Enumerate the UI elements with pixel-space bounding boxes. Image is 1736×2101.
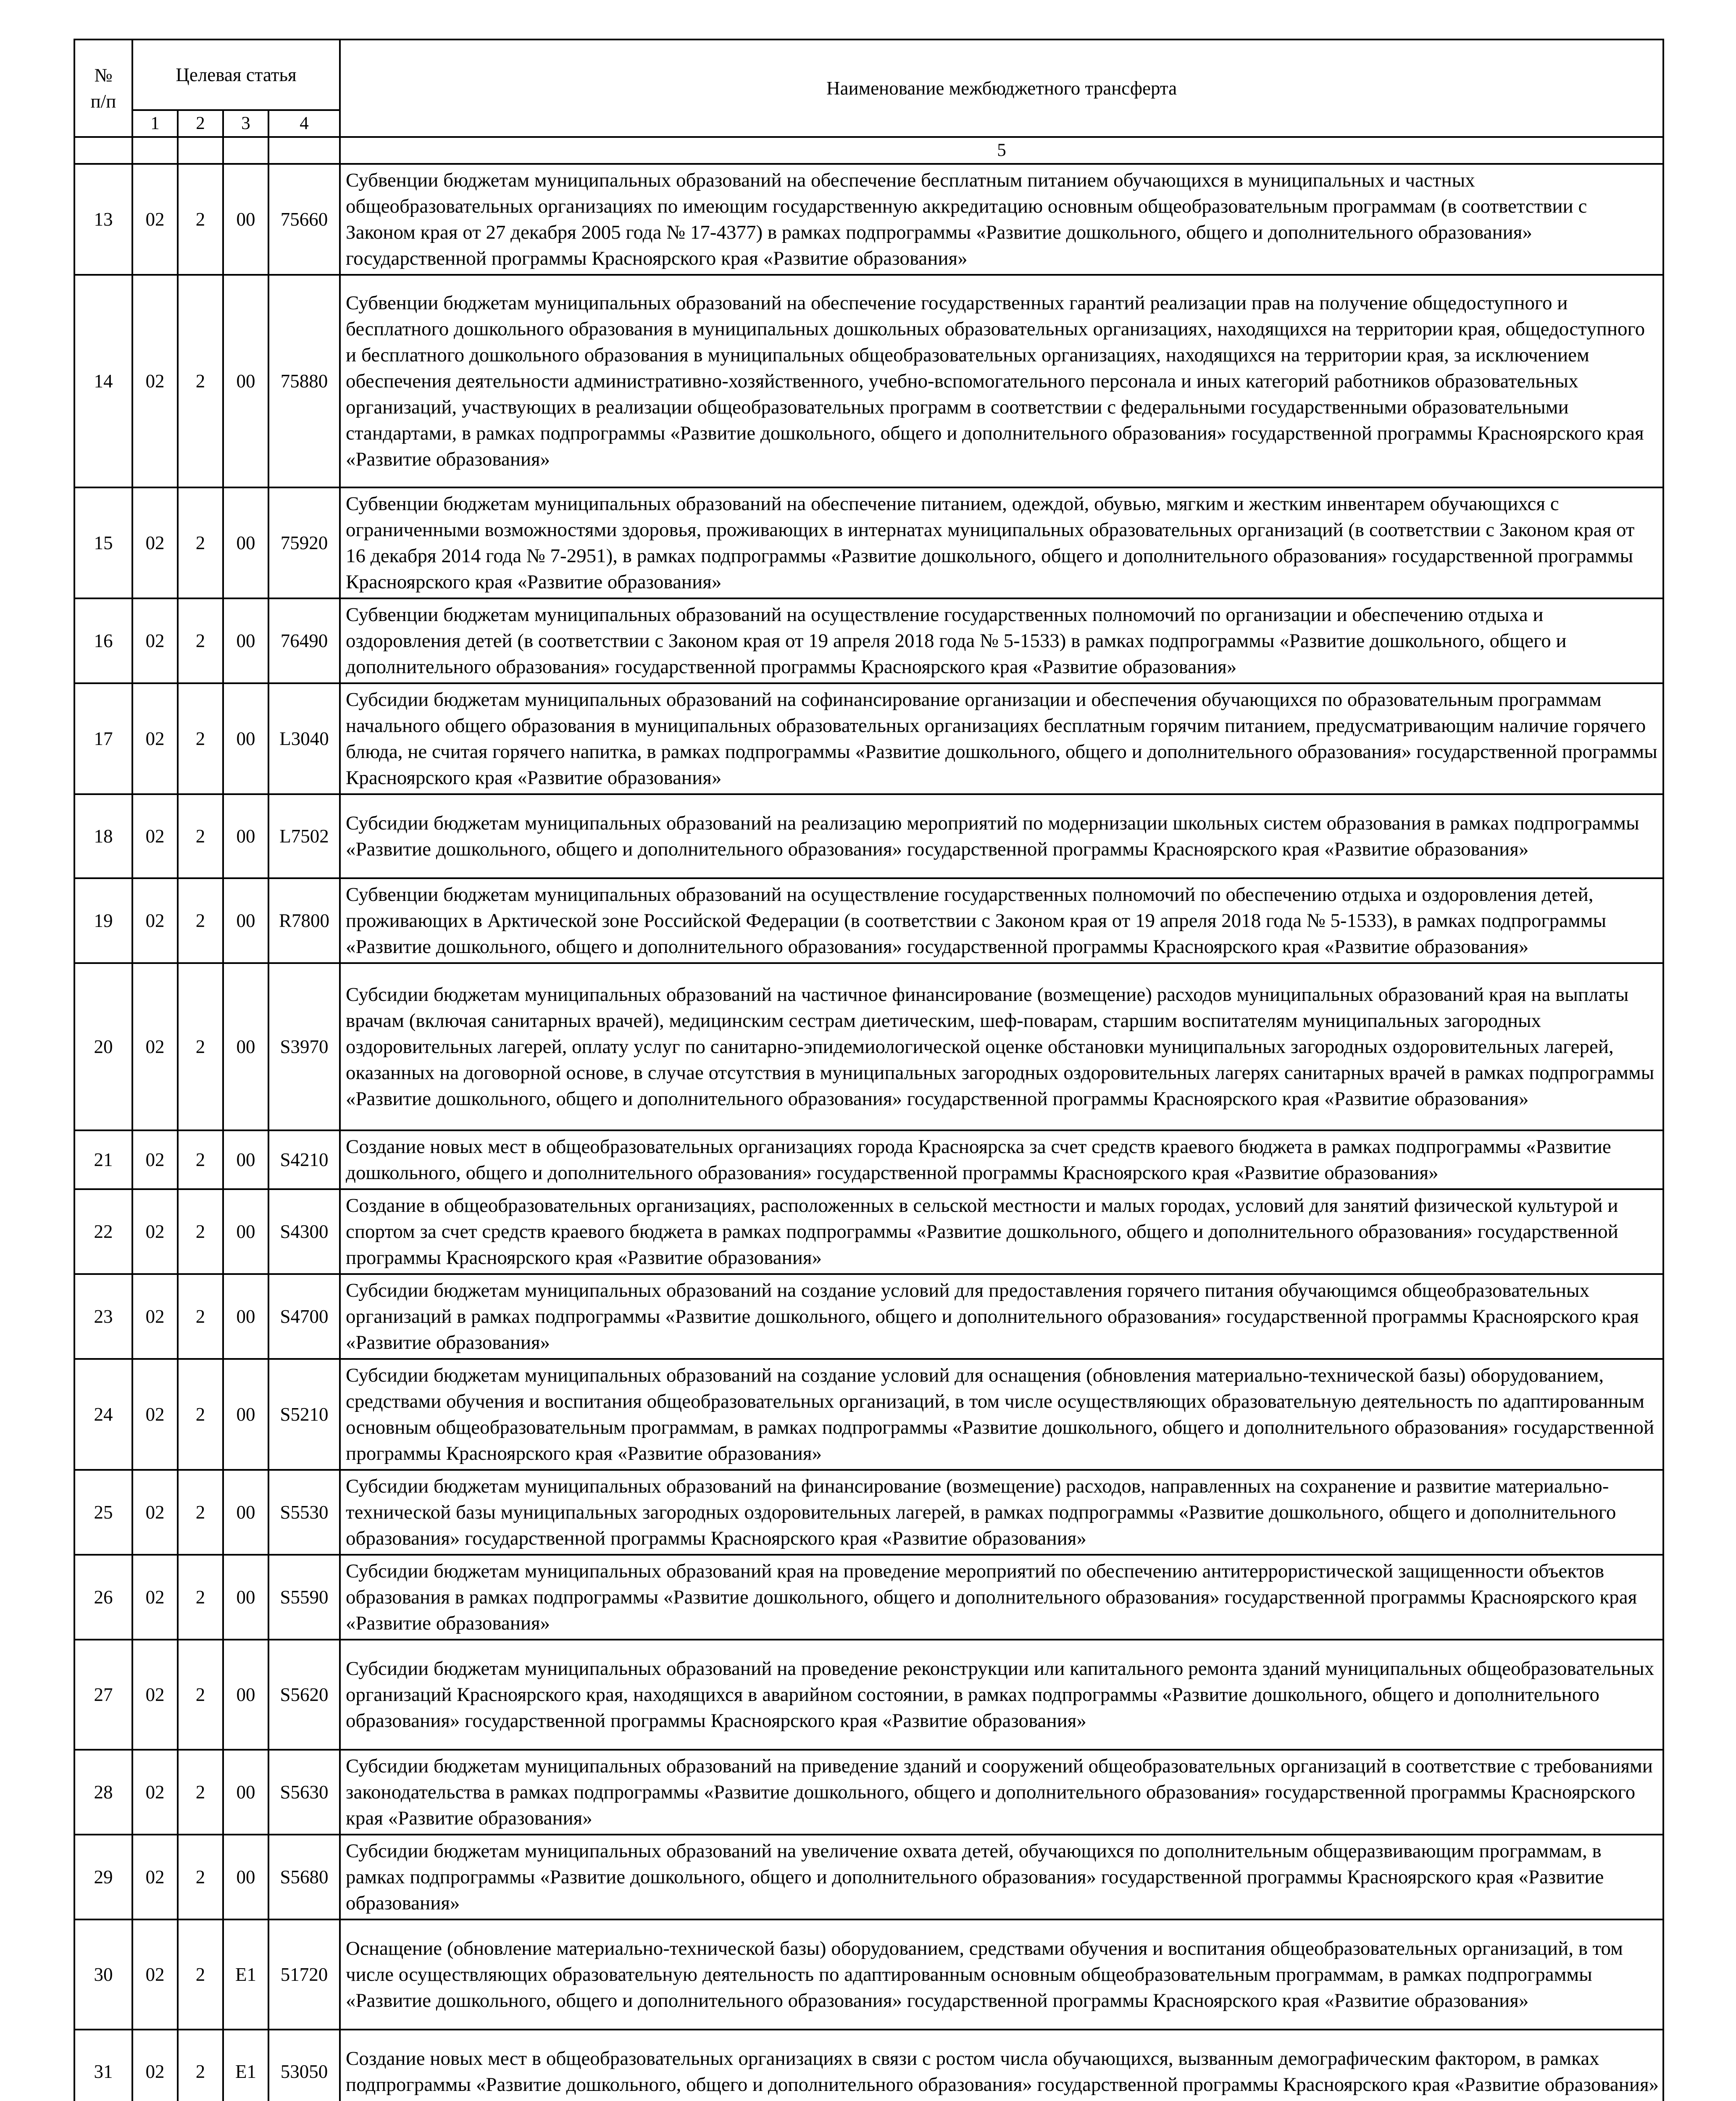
row-number: 15 xyxy=(74,487,132,598)
code-2: 2 xyxy=(178,1274,223,1359)
row-number: 18 xyxy=(74,794,132,878)
header-transfer-name: Наименование межбюджетного трансферта xyxy=(340,39,1663,137)
table-row xyxy=(74,487,1663,598)
code-1: 02 xyxy=(132,1130,178,1189)
row-number: 24 xyxy=(74,1359,132,1470)
code-2: 2 xyxy=(178,878,223,963)
table-row xyxy=(74,683,1663,794)
row-number: 13 xyxy=(74,164,132,275)
table-row xyxy=(74,1750,1663,1835)
table-row xyxy=(74,794,1663,878)
document-page xyxy=(74,39,1662,2101)
code-2: 2 xyxy=(178,1470,223,1555)
code-1: 02 xyxy=(132,1835,178,1919)
code-2: 2 xyxy=(178,1835,223,1919)
row-number: 17 xyxy=(74,683,132,794)
transfer-description: Создание новых мест в общеобразовательных организациях в связи с ростом числа обучающихся, вызванным демографическим фактором, в рамках подпрограммы «Развитие дошкольного, общего и дополнительного образования» государственной программы Красноярского края «Развитие образования» xyxy=(340,2030,1663,2101)
row-number: 19 xyxy=(74,878,132,963)
code-4: S5630 xyxy=(268,1750,340,1835)
header-col-4: 4 xyxy=(268,110,340,137)
code-2: 2 xyxy=(178,1555,223,1640)
code-2: 2 xyxy=(178,1750,223,1835)
code-2: 2 xyxy=(178,164,223,275)
row-number: 20 xyxy=(74,963,132,1130)
code-3: 00 xyxy=(223,1274,268,1359)
table-row xyxy=(74,275,1663,487)
header-col-1: 1 xyxy=(132,110,178,137)
code-4: L3040 xyxy=(268,683,340,794)
code-1: 02 xyxy=(132,794,178,878)
code-2: 2 xyxy=(178,598,223,683)
code-3: 00 xyxy=(223,794,268,878)
row-number: 23 xyxy=(74,1274,132,1359)
transfer-description: Субсидии бюджетам муниципальных образований на увеличение охвата детей, обучающихся по дополнительным общеразвивающим программам, в рамках подпрограммы «Развитие дошкольного, общего и дополнительного образования» государственной программы Красноярского края «Развитие образования» xyxy=(340,1835,1663,1919)
code-4: S5590 xyxy=(268,1555,340,1640)
code-1: 02 xyxy=(132,2030,178,2101)
table-row xyxy=(74,1189,1663,1274)
code-1: 02 xyxy=(132,487,178,598)
row-number: 28 xyxy=(74,1750,132,1835)
code-3: 00 xyxy=(223,1359,268,1470)
code-4: S4210 xyxy=(268,1130,340,1189)
table-row xyxy=(74,2030,1663,2101)
table-row xyxy=(74,598,1663,683)
code-1: 02 xyxy=(132,1189,178,1274)
code-3: 00 xyxy=(223,1835,268,1919)
code-3: 00 xyxy=(223,1555,268,1640)
row-number: 27 xyxy=(74,1640,132,1750)
row-number: 25 xyxy=(74,1470,132,1555)
code-4: S5680 xyxy=(268,1835,340,1919)
table-row xyxy=(74,1835,1663,1919)
code-3: 00 xyxy=(223,1189,268,1274)
header-col-2: 2 xyxy=(178,110,223,137)
transfer-description: Субсидии бюджетам муниципальных образований на реализацию мероприятий по модернизации школьных систем образования в рамках подпрограммы «Развитие дошкольного, общего и дополнительного образования» государственной программы Красноярского края «Развитие образования» xyxy=(340,794,1663,878)
transfers-table xyxy=(74,39,1664,2101)
transfer-description: Оснащение (обновление материально-технической базы) оборудованием, средствами обучения и воспитания общеобразовательных организаций, в том числе осуществляющих образовательную деятельность по адаптированным основным общеобразовательным программам, в рамках подпрограммы «Развитие дошкольного, общего и дополнительного образования» государственной программы Красноярского края «Развитие образования» xyxy=(340,1919,1663,2030)
transfer-description: Субсидии бюджетам муниципальных образований на частичное финансирование (возмещение) расходов муниципальных образований края на выплаты врачам (включая санитарных врачей), медицинским сестрам диетическим, шеф-поварам, старшим воспитателям муниципальных загородных оздоровительных лагерей, оплату услуг по санитарно-эпидемиологической оценке обстановки муниципальных загородных оздоровительных лагерей, оказанных на договорной основе, в случае отсутствия в муниципальных загородных оздоровительных лагерях санитарных врачей в рамках подпрограммы «Развитие дошкольного, общего и дополнительного образования» государственной программы Красноярского края «Развитие образования» xyxy=(340,963,1663,1130)
code-4: S4700 xyxy=(268,1274,340,1359)
code-3: 00 xyxy=(223,164,268,275)
row-number: 21 xyxy=(74,1130,132,1189)
code-3: 00 xyxy=(223,683,268,794)
transfer-description: Субвенции бюджетам муниципальных образований на осуществление государственных полномочий по организации и обеспечению отдыха и оздоровления детей (в соответствии с Законом края от 19 апреля 2018 года № 5-1533) в рамках подпрограммы «Развитие дошкольного, общего и дополнительного образования» государственной программы Красноярского края «Развитие образования» xyxy=(340,598,1663,683)
transfer-description: Субвенции бюджетам муниципальных образований на обеспечение государственных гарантий реализации прав на получение общедоступного и бесплатного дошкольного образования в муниципальных дошкольных образовательных организациях, находящихся на территории края, общедоступного и бесплатного дошкольного образования в муниципальных общеобразовательных организациях, находящихся на территории края, за исключением обеспечения деятельности административно-хозяйственного, учебно-вспомогательного персонала и иных категорий работников образовательных организаций, участвующих в реализации общеобразовательных программ в соответствии с федеральными государственными образовательными стандартами, в рамках подпрограммы «Развитие дошкольного, общего и дополнительного образования» государственной программы Красноярского края «Развитие образования» xyxy=(340,275,1663,487)
code-4: S5530 xyxy=(268,1470,340,1555)
transfer-description: Субвенции бюджетам муниципальных образований на осуществление государственных полномочий по обеспечению отдыха и оздоровления детей, проживающих в Арктической зоне Российской Федерации (в соответствии с Законом края от 19 апреля 2018 года № 5-1533), в рамках подпрограммы «Развитие дошкольного, общего и дополнительного образования» государственной программы Красноярского края «Развитие образования» xyxy=(340,878,1663,963)
row-number: 14 xyxy=(74,275,132,487)
row-number: 22 xyxy=(74,1189,132,1274)
header-number-abbr: п/п xyxy=(90,91,116,112)
code-1: 02 xyxy=(132,164,178,275)
code-3: 00 xyxy=(223,598,268,683)
table-body xyxy=(74,164,1663,2101)
header-col-3: 3 xyxy=(223,110,268,137)
table-row xyxy=(74,1555,1663,1640)
header-target-article: Целевая статья xyxy=(132,39,340,110)
code-4: S4300 xyxy=(268,1189,340,1274)
table-row xyxy=(74,1130,1663,1189)
code-3: 00 xyxy=(223,487,268,598)
transfer-description: Субсидии бюджетам муниципальных образований на создание условий для оснащения (обновления материально-технической базы) оборудованием, средствами обучения и воспитания общеобразовательных организаций, в том числе осуществляющих образовательную деятельность по адаптированным основным общеобразовательным программам, в рамках подпрограммы «Развитие дошкольного, общего и дополнительного образования» государственной программы Красноярского края «Развитие образования» xyxy=(340,1359,1663,1470)
row-number: 26 xyxy=(74,1555,132,1640)
code-3: E1 xyxy=(223,1919,268,2030)
header-number-sign: № xyxy=(94,65,113,86)
table-row xyxy=(74,878,1663,963)
code-1: 02 xyxy=(132,275,178,487)
code-2: 2 xyxy=(178,683,223,794)
code-1: 02 xyxy=(132,1750,178,1835)
code-4: 75660 xyxy=(268,164,340,275)
transfer-description: Субвенции бюджетам муниципальных образований на обеспечение бесплатным питанием обучающихся в муниципальных и частных общеобразовательных организациях по имеющим государственную аккредитацию основным общеобразовательным программам (в соответствии с Законом края от 27 декабря 2005 года № 17-4377) в рамках подпрограммы «Развитие дошкольного, общего и дополнительного образования» государственной программы Красноярского края «Развитие образования» xyxy=(340,164,1663,275)
code-1: 02 xyxy=(132,1919,178,2030)
code-3: 00 xyxy=(223,878,268,963)
table-row xyxy=(74,164,1663,275)
code-2: 2 xyxy=(178,963,223,1130)
code-2: 2 xyxy=(178,1359,223,1470)
code-1: 02 xyxy=(132,1640,178,1750)
code-3: 00 xyxy=(223,1470,268,1555)
code-2: 2 xyxy=(178,1130,223,1189)
code-2: 2 xyxy=(178,1189,223,1274)
transfer-description: Создание новых мест в общеобразовательных организациях города Красноярска за счет средств краевого бюджета в рамках подпрограммы «Развитие дошкольного, общего и дополнительного образования» государственной программы Красноярского края «Развитие образования» xyxy=(340,1130,1663,1189)
table-row xyxy=(74,1359,1663,1470)
code-3: 00 xyxy=(223,963,268,1130)
transfer-description: Субвенции бюджетам муниципальных образований на обеспечение питанием, одеждой, обувью, мягким и жестким инвентарем обучающихся с ограниченными возможностями здоровья, проживающих в интернатах муниципальных образовательных организаций (в соответствии с Законом края от 16 декабря 2014 года № 7-2951), в рамках подпрограммы «Развитие дошкольного, общего и дополнительного образования» государственной программы Красноярского края «Развитие образования» xyxy=(340,487,1663,598)
header-row-number xyxy=(74,39,132,137)
transfer-description: Субсидии бюджетам муниципальных образований на проведение реконструкции или капитального ремонта зданий муниципальных общеобразовательных организаций Красноярского края, находящихся в аварийном состоянии, в рамках подпрограммы «Развитие дошкольного, общего и дополнительного образования» государственной программы Красноярского края «Развитие образования» xyxy=(340,1640,1663,1750)
code-1: 02 xyxy=(132,1274,178,1359)
row-number: 16 xyxy=(74,598,132,683)
code-4: S5210 xyxy=(268,1359,340,1470)
code-4: 76490 xyxy=(268,598,340,683)
table-row xyxy=(74,1919,1663,2030)
code-1: 02 xyxy=(132,1359,178,1470)
code-4: 75920 xyxy=(268,487,340,598)
code-2: 2 xyxy=(178,1640,223,1750)
row-number: 31 xyxy=(74,2030,132,2101)
row-number: 30 xyxy=(74,1919,132,2030)
code-1: 02 xyxy=(132,1470,178,1555)
code-3: 00 xyxy=(223,275,268,487)
code-4: 53050 xyxy=(268,2030,340,2101)
transfer-description: Субсидии бюджетам муниципальных образований на создание условий для предоставления горячего питания обучающимся общеобразовательных организаций в рамках подпрограммы «Развитие дошкольного, общего и дополнительного образования» государственной программы Красноярского края «Развитие образования» xyxy=(340,1274,1663,1359)
transfer-description: Субсидии бюджетам муниципальных образований на софинансирование организации и обеспечения обучающихся по образовательным программам начального общего образования в муниципальных образовательных организациях бесплатным горячим питанием, предусматривающим наличие горячего блюда, не считая горячего напитка, в рамках подпрограммы «Развитие дошкольного, общего и дополнительного образования» государственной программы Красноярского края «Развитие образования» xyxy=(340,683,1663,794)
table-row xyxy=(74,963,1663,1130)
table-row xyxy=(74,1640,1663,1750)
code-1: 02 xyxy=(132,1555,178,1640)
transfer-description: Создание в общеобразовательных организациях, расположенных в сельской местности и малых городах, условий для занятий физической культурой и спортом за счет средств краевого бюджета в рамках подпрограммы «Развитие дошкольного, общего и дополнительного образования» государственной программы Красноярского края «Развитие образования» xyxy=(340,1189,1663,1274)
code-2: 2 xyxy=(178,487,223,598)
code-1: 02 xyxy=(132,963,178,1130)
code-3: 00 xyxy=(223,1640,268,1750)
code-4: R7800 xyxy=(268,878,340,963)
code-2: 2 xyxy=(178,2030,223,2101)
code-2: 2 xyxy=(178,275,223,487)
code-1: 02 xyxy=(132,683,178,794)
header-col-5: 5 xyxy=(340,137,1663,164)
code-4: 75880 xyxy=(268,275,340,487)
table-row xyxy=(74,1274,1663,1359)
code-2: 2 xyxy=(178,1919,223,2030)
code-4: L7502 xyxy=(268,794,340,878)
table-row xyxy=(74,1470,1663,1555)
code-4: 51720 xyxy=(268,1919,340,2030)
code-4: S3970 xyxy=(268,963,340,1130)
transfer-description: Субсидии бюджетам муниципальных образований на финансирование (возмещение) расходов, направленных на сохранение и развитие материально-технической базы муниципальных загородных оздоровительных лагерей, в рамках подпрограммы «Развитие дошкольного, общего и дополнительного образования» государственной программы Красноярского края «Развитие образования» xyxy=(340,1470,1663,1555)
code-1: 02 xyxy=(132,598,178,683)
code-3: E1 xyxy=(223,2030,268,2101)
transfer-description: Субсидии бюджетам муниципальных образований на приведение зданий и сооружений общеобразовательных организаций в соответствие с требованиями законодательства в рамках подпрограммы «Развитие дошкольного, общего и дополнительного образования» государственной программы Красноярского края «Развитие образования» xyxy=(340,1750,1663,1835)
code-2: 2 xyxy=(178,794,223,878)
code-3: 00 xyxy=(223,1130,268,1189)
code-1: 02 xyxy=(132,878,178,963)
transfer-description: Субсидии бюджетам муниципальных образований края на проведение мероприятий по обеспечению антитеррористической защищенности объектов образования в рамках подпрограммы «Развитие дошкольного, общего и дополнительного образования» государственной программы Красноярского края «Развитие образования» xyxy=(340,1555,1663,1640)
code-3: 00 xyxy=(223,1750,268,1835)
row-number: 29 xyxy=(74,1835,132,1919)
code-4: S5620 xyxy=(268,1640,340,1750)
